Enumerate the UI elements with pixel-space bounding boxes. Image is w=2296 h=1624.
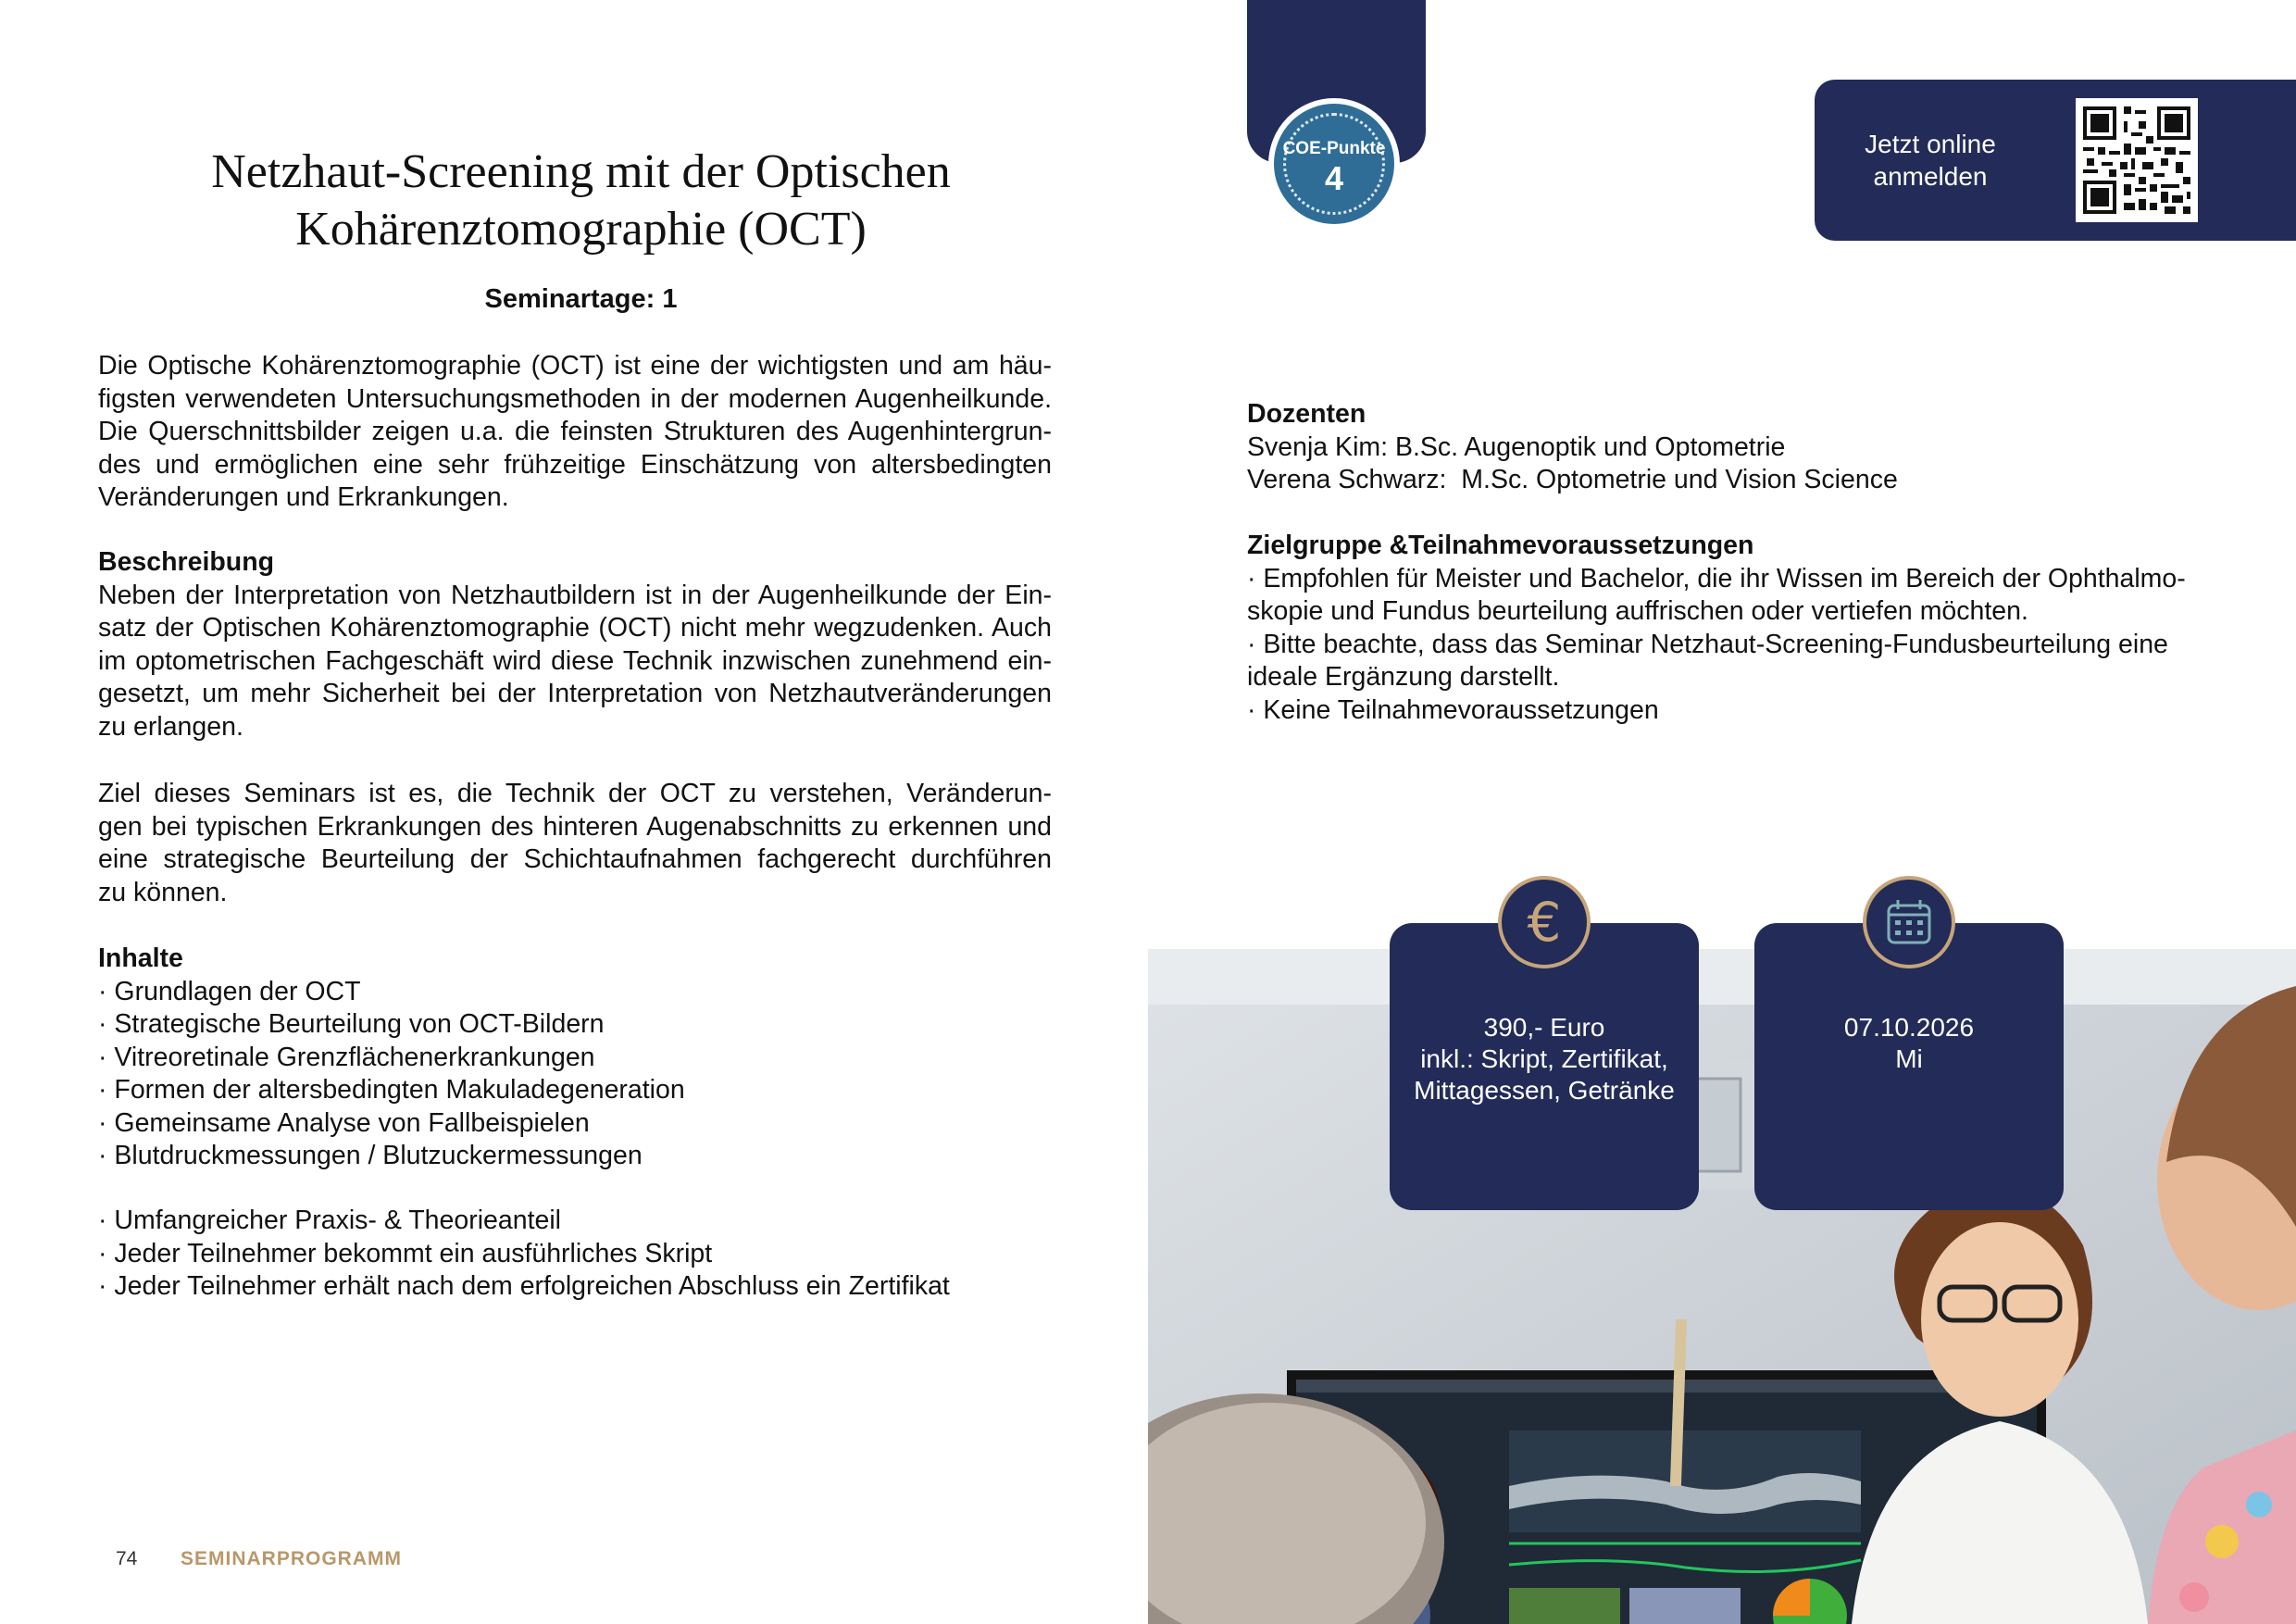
- zielgruppe-line: ideale Ergänzung darstellt.: [1247, 662, 1560, 692]
- price-text: [1390, 1012, 1699, 1106]
- beschreibung-line: im optometrischen Fachgeschäft wird diese Technik inzwischen zunehmend ein-: [98, 645, 1052, 676]
- price-line-2: inkl.: Skript, Zertifikat,: [1420, 1044, 1668, 1073]
- list-item: · Blutdruckmessungen / Blutzuckermessungen: [98, 1141, 643, 1170]
- coe-points-badge: [1268, 98, 1400, 230]
- calendar-graphic: [1866, 880, 1952, 965]
- page-number: 74: [116, 1548, 138, 1569]
- extras-list: [98, 1205, 1052, 1304]
- ziel-line: eine strategische Beurteilung der Schichtaufnahmen fachgerecht durchführen: [98, 844, 1052, 874]
- dozenten-heading: Dozenten: [1247, 399, 1366, 429]
- list-item: · Strategische Beurteilung von OCT-Bildern: [98, 1009, 605, 1039]
- coe-label: COE-Punkte: [1282, 139, 1386, 158]
- register-line-2: anmelden: [1873, 162, 1988, 191]
- price-line-1: 390,- Euro: [1483, 1013, 1605, 1042]
- ziel-line: Ziel dieses Seminars ist es, die Technik der OCT zu verstehen, Veränderun-: [98, 779, 1052, 808]
- inhalte-list: [98, 976, 1052, 1173]
- zielgruppe-heading: Zielgruppe &Teilnahmevoraussetzungen: [1247, 531, 1754, 560]
- ziel-paragraph: [98, 778, 1052, 909]
- zielgruppe-line: · Bitte beachte, dass das Seminar Netzhaut-Screening-Fundusbeurteilung eine: [1247, 629, 2168, 659]
- photo-illustration: [1148, 949, 2296, 1624]
- euro-symbol: €: [1527, 891, 1562, 954]
- euro-icon: [1498, 876, 1591, 968]
- date-line-2: Mi: [1895, 1044, 1923, 1073]
- list-item: · Gemeinsame Analyse von Fallbeispielen: [98, 1107, 590, 1138]
- register-box[interactable]: [1815, 80, 2296, 241]
- spacer: [1247, 497, 2201, 531]
- intro-line: figsten verwendeten Untersuchungsmethoden in der modernen Augenheilkunde.: [98, 383, 1052, 414]
- coe-value: 4: [1324, 159, 1344, 197]
- date-text: [1754, 1012, 2064, 1075]
- intro-line: Veränderungen und Erkrankungen.: [98, 482, 509, 512]
- qr-code-icon[interactable]: [2076, 98, 2198, 222]
- beschreibung-line: satz der Optischen Kohärenztomographie (OCT) nicht mehr wegzudenken. Auch: [98, 613, 1052, 643]
- intro-line: Die Querschnittsbilder zeigen u.a. die feinsten Strukturen des Augenhintergrun-: [98, 417, 1052, 446]
- title-line-1: Netzhaut-Screening mit der Optischen: [211, 145, 951, 198]
- register-line-1: Jetzt online: [1865, 130, 1996, 158]
- date-line-1: 07.10.2026: [1843, 1013, 1975, 1042]
- list-item: · Vitreoretinale Grenzflächenerkrankungen: [98, 1042, 595, 1072]
- intro-line: Die Optische Kohärenztomographie (OCT) ist eine der wichtigsten und am häu-: [98, 351, 1052, 381]
- calendar-icon: [1863, 876, 1955, 968]
- intro-paragraph: [98, 350, 1052, 515]
- list-item: · Umfangreicher Praxis- & Theorieanteil: [98, 1206, 562, 1235]
- extras-section: [98, 1205, 1052, 1304]
- dozent-line: Svenja Kim: B.Sc. Augenoptik und Optometrie: [1247, 431, 1786, 462]
- beschreibung-line: Neben der Interpretation von Netzhautbildern ist in der Augenheilkunde der Ein-: [98, 580, 1052, 610]
- list-item: · Jeder Teilnehmer erhält nach dem erfolgreichen Abschluss ein Zertifikat: [98, 1271, 950, 1301]
- seminar-days: Seminartage: 1: [484, 284, 678, 314]
- inhalte-section: [98, 943, 1052, 1173]
- beschreibung-heading: Beschreibung: [98, 547, 275, 577]
- beschreibung-section: [98, 546, 1052, 743]
- zielgruppe-line: · Empfohlen für Meister und Bachelor, die ihr Wissen im Bereich der Ophthalmo-: [1247, 563, 2186, 593]
- qr-code-graphic: [2076, 98, 2198, 222]
- dozent-line: Verena Schwarz: M.Sc. Optometrie und Vision Science: [1247, 465, 1898, 494]
- list-item: · Grundlagen der OCT: [98, 976, 361, 1006]
- seminar-photo: [1148, 949, 2296, 1624]
- title-line-2: Kohärenztomographie (OCT): [295, 203, 867, 256]
- zielgruppe-line: · Keine Teilnahmevoraussetzungen: [1247, 694, 1659, 725]
- intro-line: des und ermöglichen eine sehr frühzeitige Einschätzung von altersbedingten: [98, 449, 1052, 480]
- footer-label: SEMINARPROGRAMM: [181, 1548, 402, 1569]
- beschreibung-line: zu erlangen.: [98, 711, 243, 742]
- zielgruppe-line: skopie und Fundus beurteilung auffrischen oder vertiefen möchten.: [1247, 596, 2028, 626]
- ziel-line: zu können.: [98, 877, 228, 907]
- right-column-text: [1247, 398, 2201, 727]
- list-item: · Formen der altersbedingten Makuladegeneration: [98, 1075, 685, 1105]
- price-line-3: Mittagessen, Getränke: [1414, 1076, 1675, 1105]
- list-item: · Jeder Teilnehmer bekommt ein ausführliches Skript: [98, 1238, 713, 1268]
- beschreibung-line: gesetzt, um mehr Sicherheit bei der Interpretation von Netzhautveränderungen: [98, 679, 1052, 708]
- seminar-title: [93, 144, 1069, 258]
- register-text[interactable]: [1842, 128, 2018, 193]
- ziel-line: gen bei typischen Erkrankungen des hinteren Augenabschnitts zu erkennen und: [98, 811, 1052, 842]
- inhalte-heading: Inhalte: [98, 943, 183, 973]
